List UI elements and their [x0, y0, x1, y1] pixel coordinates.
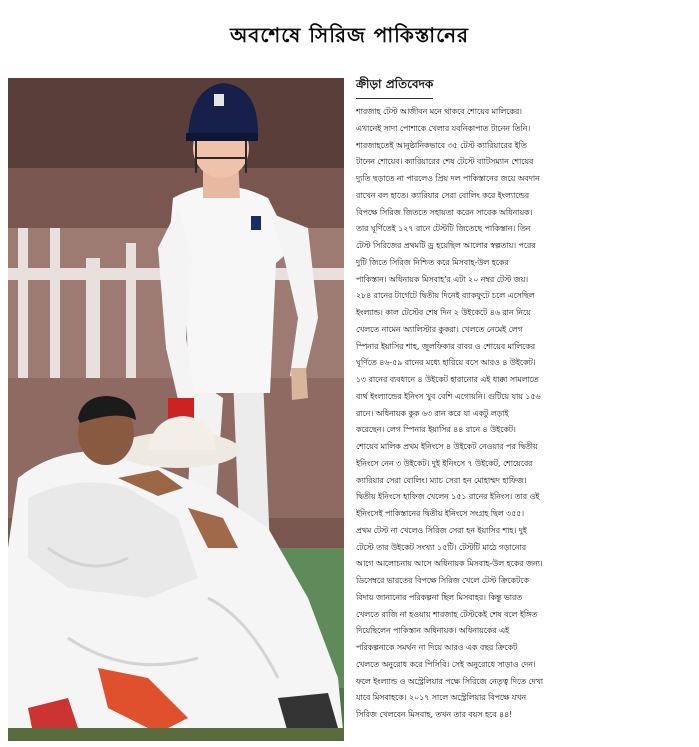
cricket-photo [8, 78, 344, 741]
article-line: শারজাহ টেস্ট আজীবন মনে থাকবে শোয়েব মালিকের। [356, 107, 522, 116]
article-line: শোয়েব মালিক প্রথম ইনিংসে ৪ উইকেট নেওয়ার পর দ্বিতীয় [356, 442, 538, 451]
article-line: করেছেন। লেগ স্পিনার ইয়াসির ৪৪ রানে ৪ উইকেট। [356, 425, 516, 435]
article-line: ব্যর্থ ইংল্যান্ডের ইনিংস খুব বেশি এগোয়নি। গুটিয়ে যায় ১৫৬ [356, 391, 541, 401]
article-line: খেলতে অনুরোধ করে পিসিবি। সেই অনুরোধে সাড়াও দেন। [356, 659, 536, 669]
article-line: শারজাহতেই আনুষ্ঠানিকভাবে ৩৫ টেস্ট ক্যারিয়ারের ইতি [356, 140, 527, 150]
article-line: দ্বিতীয় ইনিংসে হাফিজ খেলেন ১৫১ রানের ইনিংস। তার ওই [356, 492, 540, 502]
article-line: ১৩ রানের ব্যবধানে ৪ উইকেট হারানোর এই ধাক্কা সামলাতে [356, 375, 539, 384]
article-line: বিপক্ষে সিরিজ জিততে সহায়তা করেন সাবেক অধিনায়ক। [356, 207, 533, 217]
article-line: টেস্ট সিরিজের প্রথমটি ড্র হয়েছিল আলোর স্বল্পতায়। পরের [356, 241, 536, 250]
article-line: ঘূর্ণিতে ৪৬-৫৯ রানের মধ্যে হারিয়ে বসে আরও ৪ উইকেট। [356, 358, 536, 368]
headline: অবশেষে সিরিজ পাকিস্তানের [229, 22, 470, 47]
article-line: যাবে মিসবাহকে। ২০১৭ সালে অস্ট্রেলিয়ার বিপক্ষে যখন [356, 693, 527, 703]
article-line: টানেন শোয়েব। ক্যারিয়ারের শেষ টেস্টে ব্যাটসম্যান শোয়েব [356, 157, 534, 167]
article-line: খেলতে রাজি না হওয়ায় শারজাহ টেস্টকেই শেষ বলে ইঙ্গিত [356, 609, 538, 619]
article-line: ইনিংসে নেন ৩ উইকেট। দুই ইনিংসে ৭ উইকেট, শোয়েবের [356, 458, 533, 468]
article-line: পরিকল্পনাকে সমর্থন না দিয়ে আরও এক বছর ক্রিকেট [356, 643, 518, 652]
byline: ক্রীড়া প্রতিবেদক [356, 76, 433, 99]
article-line: দিয়েছিলেন পাকিস্তান অধিনায়ক। অধিনায়কের এই [356, 626, 510, 636]
article-line: ইনিংসেই পাকিস্তানের দ্বিতীয় ইনিংসে সংগ্রহ ছিল ৩৫৫। [356, 509, 524, 518]
article-line: সিরিজ খেলবেন মিসবাহ, তখন তার বয়স হবে ৪৪! [356, 710, 513, 719]
article-line: রাখেন বল হাতে। ক্যারিয়ার সেরা বোলিং করে ইংল্যান্ডের [356, 190, 530, 200]
article-line: বিদায় জানানোর পরিকল্পনা ছিল মিসবাহর। কিন্তু ভারত [356, 592, 523, 602]
article-line: ক্যারিয়ার সেরা বোলিং। ম্যাচ সেরা হন মোহাম্মদ হাফিজ। [356, 475, 527, 485]
article-line: ইংল্যান্ড। কাল টেস্টের শেষ দিন ২ উইকেটে ৪৬ রান নিয়ে [356, 308, 531, 317]
article-line: পাকিস্তান। অধিনায়ক মিসবাহ'র এটা ২০ নম্বর টেস্ট জয়। [356, 274, 529, 284]
article-line: ডিসেম্বরে ভারতের বিপক্ষে সিরিজ খেলে টেস্ট ক্রিকেটকে [356, 576, 529, 585]
article-line: খেলতে নামেন অ্যালিস্টার কুকরা। খেলতে নেমেই লেগ [356, 324, 523, 334]
article-line: স্পিনার ইয়াসির শাহ, জুলফিকার বাবর ও শোয়েব মালিকের [356, 341, 536, 351]
article-line: টেস্টে তার উইকেট সংখ্যা ১৫টি। টেস্টটি মাঠে গড়ানোর [356, 542, 527, 552]
article-line: এখানেই সাদা পোশাকে খেলার যবনিকাপাত টানেন তিনি। [356, 123, 531, 133]
article-line: আগে আলোচনায় আসে অধিনায়ক মিসবাহ-উল হকের জন্য। [356, 559, 543, 569]
article-line: রানে। অধিনায়ক কুক ৬৩ রান করে যা একটু লড়াই [356, 408, 509, 418]
article-line: তার ঘূর্ণিতেই ১২৭ রানে টেস্টটি জিতেছে পাকিস্তান। তিন [356, 224, 531, 234]
article-line: প্রথম টেস্ট না খেলেও সিরিজ সেরা হন ইয়াসির শাহ। দুই [356, 525, 527, 535]
article-line: দ্যুতি ছড়াতে না পারলেও প্রিয় দল পাকিস্তানের জয়ে অবদান [356, 174, 540, 183]
article-line: ফলে ইংল্যান্ড ও অস্ট্রেলিয়ার পক্ষে সিরিজে নেতৃত্ব দিতে দেখা [356, 676, 544, 686]
article-body [356, 104, 690, 744]
article-line: ২৮৪ রানের টার্গেটে দ্বিতীয় দিনেই ব্যাকফুটে চলে এসেছিল [356, 291, 535, 301]
article-line: দুটি জিতে সিরিজ নিশ্চিত করে মিসবাহ-উল হকের [356, 257, 509, 267]
